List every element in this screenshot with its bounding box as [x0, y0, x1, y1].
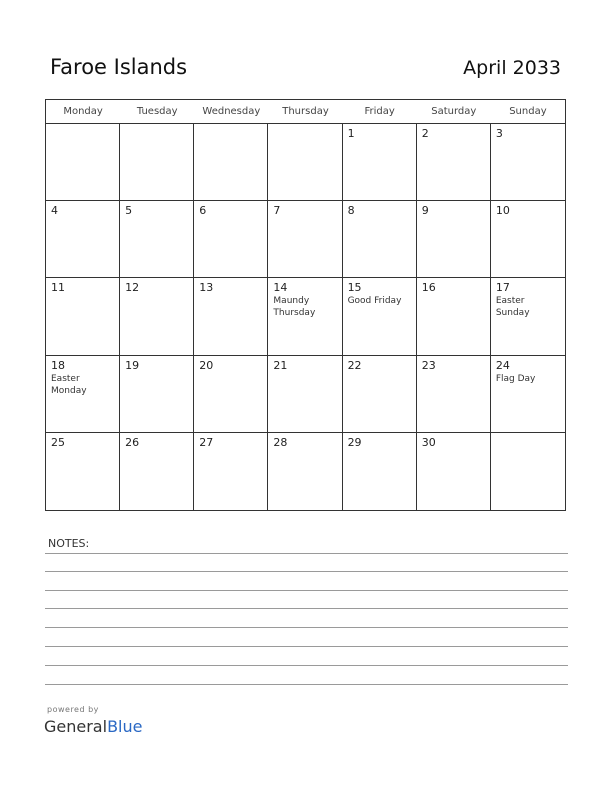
day-number: 20: [199, 358, 214, 372]
day-cell: [491, 124, 565, 201]
day-cell: [491, 356, 565, 433]
day-cell: [491, 433, 565, 510]
day-cell: [46, 201, 120, 278]
day-cell: [268, 201, 342, 278]
day-number: 5: [125, 204, 133, 218]
day-number: 26: [125, 435, 140, 449]
day-number: 27: [199, 435, 214, 449]
day-number: 13: [199, 281, 214, 295]
note-line: [45, 646, 568, 647]
holiday-label: Good Friday: [347, 296, 402, 307]
day-number: 29: [347, 435, 362, 449]
day-number: 23: [421, 358, 436, 372]
day-cell: [194, 433, 268, 510]
holiday-label: Flag Day: [495, 373, 536, 384]
day-number: 28: [273, 435, 288, 449]
day-cell: [194, 356, 268, 433]
notes-label: NOTES:: [48, 537, 90, 550]
day-cell: [120, 278, 194, 355]
day-cell: [417, 201, 491, 278]
day-number: 14: [273, 281, 288, 295]
day-cell: [194, 278, 268, 355]
note-line: [45, 571, 568, 572]
day-number: 17: [495, 281, 510, 295]
day-cell: [46, 124, 120, 201]
country-title: Faroe Islands: [50, 55, 188, 79]
day-number: 1: [347, 127, 355, 140]
weekday-header: Saturday: [417, 100, 491, 124]
day-cell: [491, 201, 565, 278]
day-cell: [417, 356, 491, 433]
day-cell: [343, 201, 417, 278]
weekday-header: Sunday: [491, 100, 565, 124]
day-cell: [194, 201, 268, 278]
holiday-label: Maundy Thursday: [273, 296, 316, 319]
day-cell: [120, 433, 194, 510]
holiday-label: Easter Sunday: [495, 296, 530, 319]
day-number: 18: [51, 358, 65, 372]
note-line: [45, 665, 568, 666]
note-line: [45, 608, 568, 609]
generalblue-logo: [44, 717, 142, 736]
day-number: 9: [421, 204, 429, 218]
day-cell: [417, 433, 491, 510]
day-number: 15: [347, 281, 362, 295]
day-cell: [268, 278, 342, 355]
day-cell: [268, 124, 342, 201]
day-number: 6: [199, 204, 207, 218]
day-number: 4: [51, 204, 58, 218]
day-number: 25: [51, 435, 65, 449]
day-number: 2: [421, 127, 429, 140]
day-cell: [268, 356, 342, 433]
day-number: 11: [51, 281, 65, 295]
powered-by-text: powered by: [47, 705, 99, 714]
brand-general-text: General: [44, 717, 108, 736]
day-cell: [194, 124, 268, 201]
day-cell: [417, 124, 491, 201]
day-cell: [417, 278, 491, 355]
day-number: 8: [347, 204, 355, 218]
day-cell: [120, 356, 194, 433]
day-number: 10: [495, 204, 510, 218]
weekday-header: Thursday: [268, 100, 342, 124]
day-cell: [46, 356, 120, 433]
day-number: 19: [125, 358, 140, 372]
holiday-label: Easter Monday: [51, 373, 87, 396]
note-line: [45, 553, 568, 554]
weekday-header: Wednesday: [194, 100, 268, 124]
day-cell: [491, 278, 565, 355]
day-number: 24: [495, 358, 510, 372]
weekday-header: Monday: [46, 100, 120, 124]
brand-blue-text: Blue: [107, 717, 143, 736]
note-line: [45, 684, 568, 685]
day-number: 22: [347, 358, 362, 372]
month-year-title: April 2033: [463, 57, 561, 79]
day-number: 3: [495, 127, 503, 140]
day-cell: [46, 278, 120, 355]
day-cell: [120, 201, 194, 278]
day-cell: [343, 433, 417, 510]
day-number: 12: [125, 281, 140, 295]
weekday-header: Tuesday: [120, 100, 194, 124]
day-cell: [343, 124, 417, 201]
day-cell: [343, 356, 417, 433]
note-line: [45, 590, 568, 591]
calendar-grid: [45, 99, 566, 511]
day-number: 30: [421, 435, 436, 449]
weekday-header: Friday: [343, 100, 417, 124]
day-cell: [268, 433, 342, 510]
day-cell: [46, 433, 120, 510]
day-number: 21: [273, 358, 288, 372]
day-cell: [120, 124, 194, 201]
day-number: 7: [273, 204, 281, 218]
note-line: [45, 627, 568, 628]
day-number: 16: [421, 281, 436, 295]
day-cell: [343, 278, 417, 355]
